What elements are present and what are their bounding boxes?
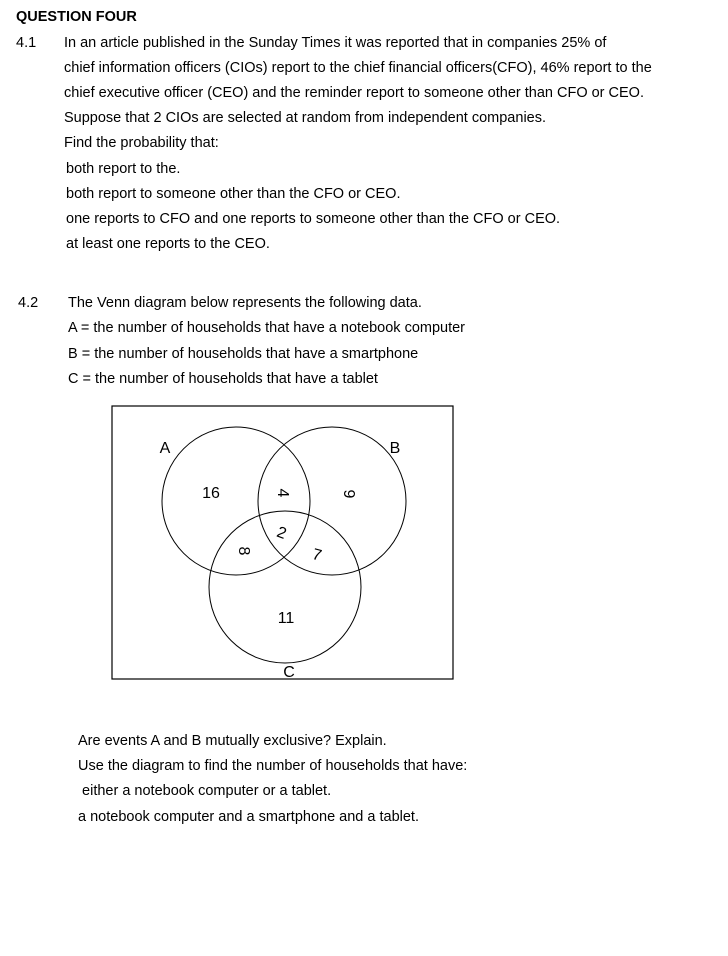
venn-label-c: C: [283, 664, 295, 681]
q41-item-2: both report to someone other than the CFO or CEO.: [66, 186, 401, 202]
venn-region-a-b-c: 2: [274, 523, 289, 543]
q42-line-3: B = the number of households that have a smartphone: [68, 346, 419, 362]
question-number-4-1: 4.1: [16, 35, 37, 51]
q41-line-5: Find the probability that:: [64, 135, 219, 151]
venn-region-a-only: 16: [202, 485, 220, 502]
q42-question-3: either a notebook computer or a tablet.: [78, 783, 332, 799]
venn-region-c-only: 11: [277, 610, 295, 627]
q41-line-3: chief executive officer (CEO) and the reminder report to someone other than CFO or CEO.: [64, 85, 644, 101]
q42-question-4: a notebook computer and a smartphone and a tablet.: [78, 809, 419, 825]
question-heading: QUESTION FOUR: [16, 9, 137, 25]
q41-item-1: both report to the.: [66, 161, 181, 177]
venn-diagram: [111, 405, 454, 681]
q42-question-2: Use the diagram to find the number of households that have:: [78, 758, 468, 774]
q42-line-4: C = the number of households that have a tablet: [68, 371, 378, 387]
venn-region-a-and-c: 8: [235, 546, 252, 556]
venn-region-b-and-c: 7: [310, 546, 324, 565]
q41-item-4: at least one reports to the CEO.: [66, 236, 270, 252]
q42-line-1: The Venn diagram below represents the following data.: [68, 295, 422, 311]
venn-label-a: A: [159, 440, 171, 457]
q41-line-1: In an article published in the Sunday Times it was reported that in companies 25% of: [64, 35, 607, 51]
q41-line-2: chief information officers (CIOs) report to the chief financial officers(CFO), 46% report to the: [64, 60, 652, 76]
venn-region-b-only: 9: [340, 489, 357, 499]
q42-question-1: Are events A and B mutually exclusive? Explain.: [78, 733, 387, 749]
q41-item-3: one reports to CFO and one reports to someone other than the CFO or CEO.: [66, 211, 561, 227]
venn-label-b: B: [389, 440, 401, 457]
q41-line-4: Suppose that 2 CIOs are selected at random from independent companies.: [64, 110, 547, 126]
question-number-4-2: 4.2: [18, 295, 39, 311]
venn-region-a-and-b: 4: [274, 488, 291, 498]
q42-line-2: A = the number of households that have a notebook computer: [68, 320, 466, 336]
